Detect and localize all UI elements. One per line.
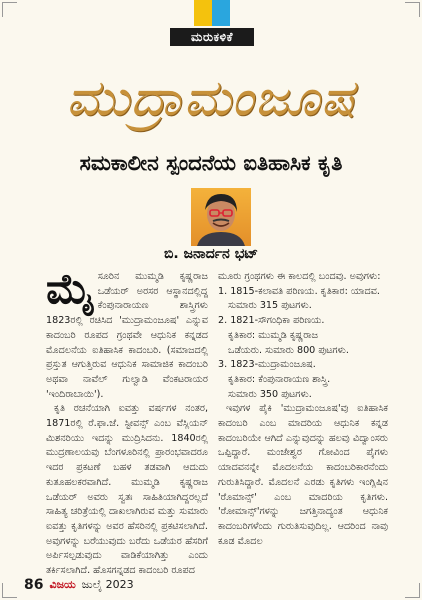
list-item [218, 285, 388, 314]
list-item-line: ಸುಮಾರು 315 ಪುಟಗಳು. [228, 300, 312, 312]
yellow-tab-block [194, 0, 212, 26]
subtitle: ಸಮಕಾಲೀನ ಸ್ಪಂದನೆಯ ಐತಿಹಾಸಿಕ ಕೃತಿ [79, 151, 343, 175]
list-item-line: ಕೃತಿಕಾರ: ಕೆಂಪುನಾರಾಯಣ ಶಾಸ್ತ್ರಿ. [228, 373, 331, 385]
issue-month: ಜುಲೈ 2023 [81, 578, 134, 591]
author-photo [191, 188, 251, 246]
list-item-line: ಸುಮಾರು 350 ಪುಟಗಳು. [228, 388, 312, 400]
crop-mark-bottom-left [2, 583, 17, 598]
page-footer [24, 577, 134, 593]
magazine-logo: ವಿಜಯ [49, 578, 76, 591]
left-paragraph-1: ಸೂರಿನ ಮುಮ್ಮಡಿ ಕೃಷ್ಣರಾಜ ಒಡೆಯರ್ ಅರಸರ ಆಸ್ಥಾನದಲ್ಲಿದ್ದ ಕೆಂಪುನಾರಾಯಣ ಶಾಸ್ತ್ರಿಗಳು 1823ರಲ್ಲಿ ರಚಿಸಿದ 'ಮುದ್ರಾಮಂಜೂಷ' ಎನ್ನುವ ಕಾದಂಬರಿ ರೂಪದ ಗ್ರಂಥವೇ ಆಧುನಿಕ ಕನ್ನಡದ ಮೊದಲನೆಯ ಐತಿಹಾಸಿಕ ಕಾದಂಬರಿ. (ಸಮಾಜದಲ್ಲಿ ಪ್ರಸ್ತುತ ಆಗುತ್ತಿರುವ ಆಧುನಿಕ ಸಾಮಾಜಿಕ ಕಾದಂಬರಿ ಅಥವಾ ನಾವೆಲ್ ಗುಲ್ವಾಡಿ ವೆಂಕಟರಾಯರ 'ಇಂದಿರಾಬಾಯಿ'). [46, 271, 208, 400]
list-item-head: 2. 1821-ಸೌಗಂಧಿಕಾ ಪರಿಣಯ. [218, 315, 325, 327]
blue-tab-block [212, 0, 230, 26]
works-list [218, 285, 388, 403]
drop-cap: ಮೈ [46, 264, 95, 313]
list-item [218, 358, 388, 402]
crop-mark-bottom-right [405, 583, 420, 598]
list-item-line: ಒಡೆಯರು. ಸುಮಾರು 800 ಪುಟಗಳು. [228, 344, 349, 356]
list-item [218, 314, 388, 358]
list-item-head: 3. 1823-ಮುದ್ರಾಮಂಜೂಷ. [218, 359, 316, 371]
list-item-line: ಕೃತಿಕಾರ: ಮುಮ್ಮಡಿ ಕೃಷ್ಣರಾಜ [228, 329, 319, 341]
left-column [46, 264, 208, 579]
right-intro: ಮೂರು ಗ್ರಂಥಗಳು ಈ ಕಾಲದಲ್ಲಿ ಬಂದವು. ಅವುಗಳು: [218, 271, 381, 282]
page-number: 86 [24, 577, 44, 593]
author-byline: ಬಿ. ಜನಾರ್ದನ ಭಟ್ [164, 246, 258, 262]
list-item-head: 1. 1815-ಕಲಾವತಿ ಪರಿಣಯ. ಕೃತಿಕಾರ: ಯಾದವ. [218, 285, 380, 297]
right-column [218, 270, 388, 549]
crop-mark-top-left [2, 2, 17, 17]
right-paragraph: ಇವುಗಳ ಪೈಕಿ 'ಮುದ್ರಾಮಂಜೂಷ'ವು ಐತಿಹಾಸಿಕ ಕಾದಂಬರಿ ಎಂಬ ಮಾದರಿಯ ಆಧುನಿಕ ಕನ್ನಡ ಕಾದಂಬರಿಯೇ ಆಗಿದೆ ಎನ್ನುವುದನ್ನು ಹಲವು ವಿದ್ವಾಂಸರು ಒಪ್ಪಿದ್ದಾರೆ. ಮಂಜೇಶ್ವರ ಗೋವಿಂದ ಪೈಗಳು ಯಾದವನನ್ನೇ ಮೊದಲನೆಯ ಕಾದಂಬರಿಕಾರನೆಂದು ಗುರುತಿಸಿದ್ದಾರೆ. ಮೊದಲನೆ ಎರಡು ಕೃತಿಗಳು ಇಂಗ್ಲಿಷಿನ 'ರೊಮಾನ್ಸ್' ಎಂಬ ಮಾದರಿಯ ಕೃತಿಗಳು. 'ರೋಮಾನ್ಸ್'ಗಳನ್ನು ಜಗತ್ತಿನಾದ್ಯಂತ ಆಧುನಿಕ ಕಾದಂಬರಿಗಳೆಂದು ಗುರುತಿಸುವುದಿಲ್ಲ. ಆದರಿಂದ ನಾವು ಕೂಡ ಮೊದಲ [218, 403, 388, 547]
color-tab [194, 0, 230, 26]
section-label: ಮರುಕಳಿಕೆ [170, 28, 254, 46]
calligraphic-title: ಮುದ್ರಾಮಂಜೂಷ [66, 69, 356, 127]
crop-mark-top-right [405, 2, 420, 17]
author-portrait-icon [191, 188, 251, 246]
left-paragraph-2: ಕೃತಿ ರಚನೆಯಾಗಿ ಐವತ್ತು ವರ್ಷಗಳ ನಂತರ, 1871ರಲ್ಲಿ ರೆ.ಫಾ.ಜೆ. ಸ್ಟೀವನ್ಸ್ ಎಂಬ ವೆಸ್ಲಿಯನ್ ಮಿಶನರಿಯು ಇದನ್ನು ಮುದ್ರಿಸಿದನು. 1840ರಲ್ಲಿ ಮುದ್ರಣಾಲಯವು ಬೆಂಗಳೂರಿನಲ್ಲಿ ಪ್ರಾರಂಭವಾದರೂ ಇದರ ಪ್ರಕಟಣೆ ಬಹಳ ತಡವಾಗಿ ಆದುದು ಕುತೂಹಲಕರವಾಗಿದೆ. ಮುಮ್ಮಡಿ ಕೃಷ್ಣರಾಜ ಒಡೆಯರ್ ಅವರು ಸ್ವತಃ ಸಾಹಿತಿಯಾಗಿದ್ದರಲ್ಲದೆ ಸಾಹಿತ್ಯ ಚರಿತ್ರೆಯಲ್ಲಿ ದಾಖಲಾಗಿರುವ ಮತ್ತು ಸುಮಾರು ಐವತ್ತು ಕೃತಿಗಳನ್ನು ಅವರ ಹೆಸರಿನಲ್ಲಿ ಪ್ರಕಟಿಸಲಾಗಿದೆ. ಅವುಗಳನ್ನು ಬರೆಯುವುದು ಬರೆದು ಒಡೆಯರ ಹೆಸರಿಗೆ ಅರ್ಪಿಸಲ್ಪಡುವುದು ವಾಡಿಕೆಯಾಗಿತ್ತು ಎಂದು ತರ್ಕಿಸಲಾಗಿದೆ. ಹೊಸಗನ್ನಡದ ಕಾದಂಬರಿ ರೂಪದ [46, 403, 208, 577]
